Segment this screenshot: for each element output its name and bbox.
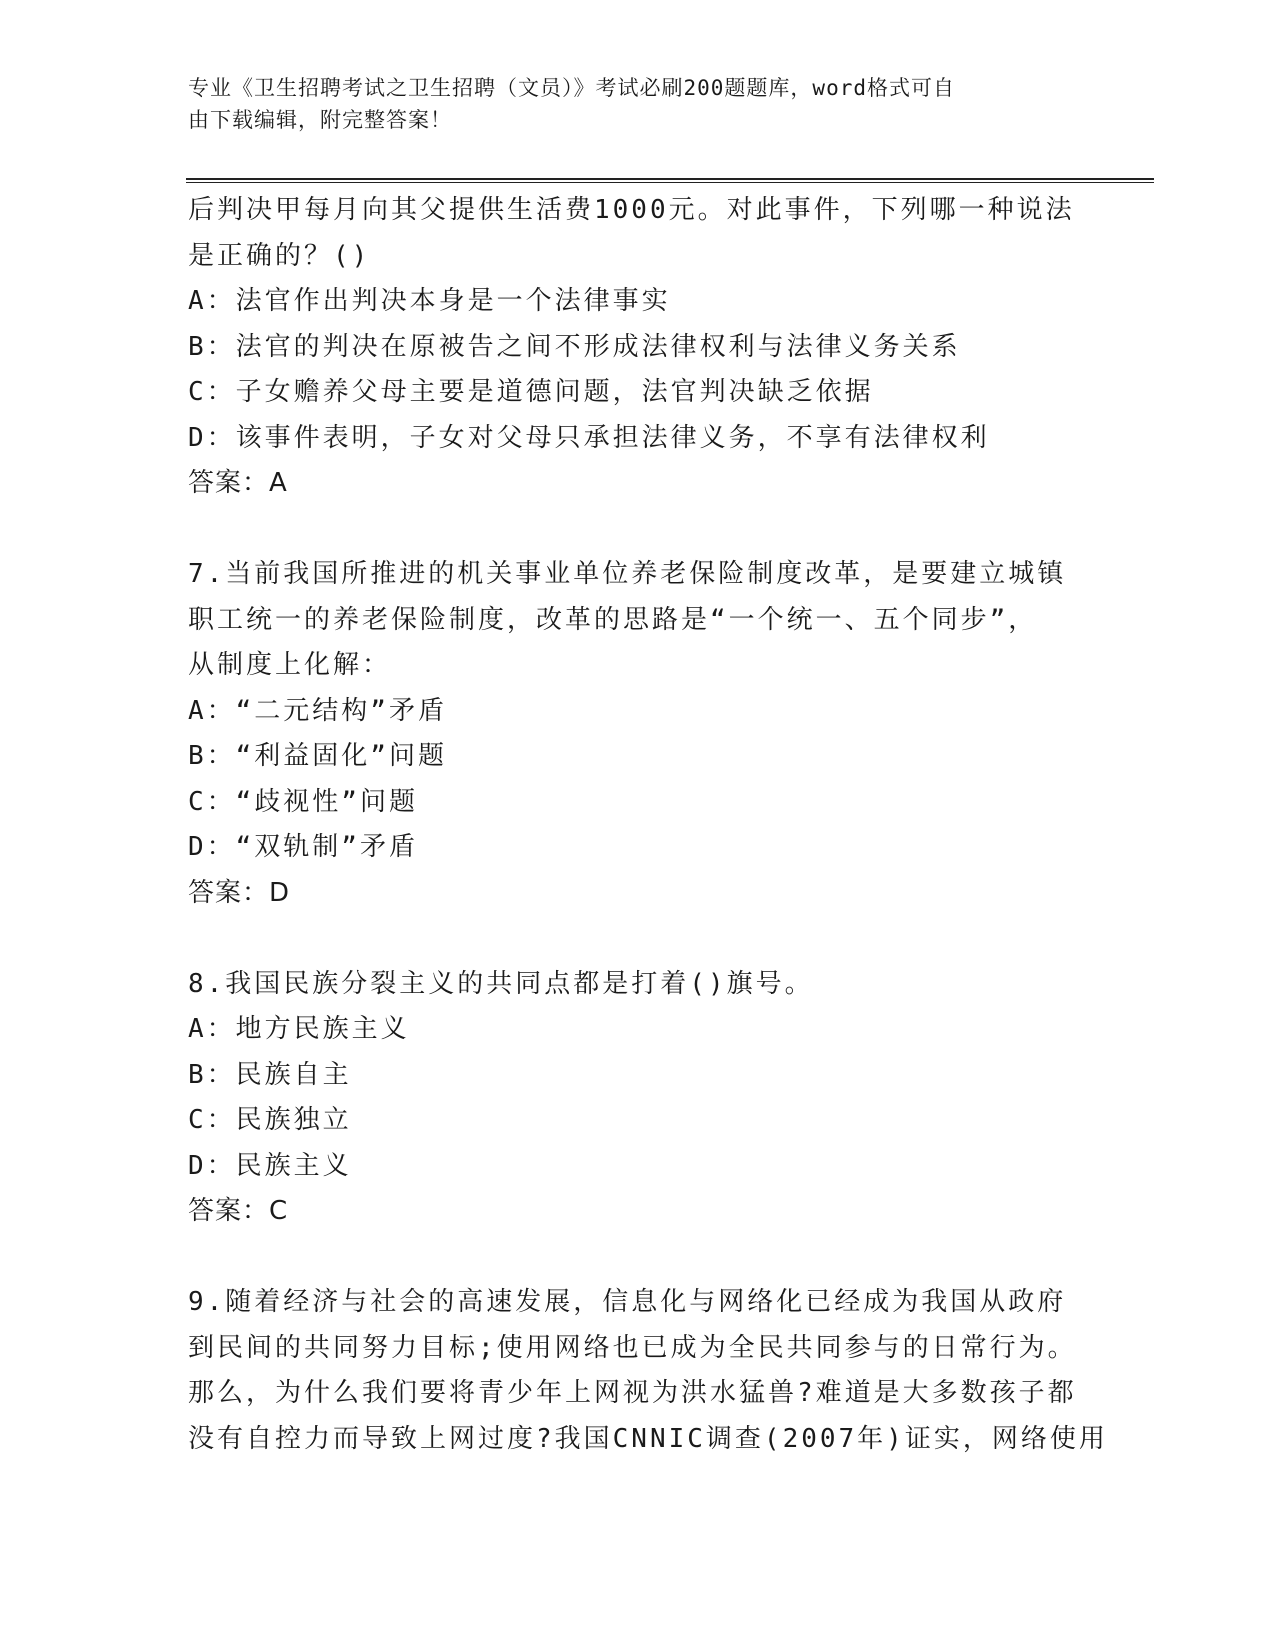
option-c: C：民族独立 <box>188 1105 352 1135</box>
question-stem-line: 后判决甲每月向其父提供生活费1000元。对此事件，下列哪一种说法 <box>188 195 1075 225</box>
option-a: A：地方民族主义 <box>188 1014 410 1044</box>
question-stem-line: 没有自控力而导致上网过度?我国CNNIC调查(2007年)证实，网络使用 <box>188 1423 1108 1454</box>
question-8 <box>188 962 1088 1235</box>
question-stem-line: 职工统一的养老保险制度，改革的思路是“一个统一、五个同步”， <box>188 604 1038 635</box>
question-stem-line: 8.我国民族分裂主义的共同点都是打着()旗号。 <box>188 968 814 999</box>
spacer <box>188 507 1088 553</box>
option-d: D：民族主义 <box>188 1150 352 1181</box>
option-d: D：该事件表明，子女对父母只承担法律义务，不享有法律权利 <box>188 422 990 453</box>
question-9 <box>188 1280 1108 1462</box>
option-a: A：法官作出判决本身是一个法律事实 <box>188 286 671 316</box>
option-b: B：民族自主 <box>188 1059 352 1090</box>
option-a: A：“二元结构”矛盾 <box>188 695 447 726</box>
answer-line: 答案：D <box>188 877 291 908</box>
answer-line: 答案：A <box>188 468 288 498</box>
document-header <box>188 72 1068 136</box>
spacer <box>188 1235 1088 1281</box>
question-stem-line: 那么，为什么我们要将青少年上网视为洪水猛兽?难道是大多数孩子都 <box>188 1378 1077 1408</box>
question-list <box>188 188 1108 1462</box>
question-stem-line: 从制度上化解： <box>188 650 392 680</box>
header-line-2: 由下载编辑，附完整答案！ <box>188 108 452 132</box>
option-c: C：子女赡养父母主要是道德问题，法官判决缺乏依据 <box>188 377 874 407</box>
question-6 <box>188 188 1088 507</box>
question-stem-line: 7.当前我国所推进的机关事业单位养老保险制度改革，是要建立城镇 <box>188 559 1067 589</box>
question-7 <box>188 552 1088 916</box>
spacer <box>188 916 1088 962</box>
header-divider <box>186 178 1154 183</box>
option-b: B：“利益固化”问题 <box>188 741 447 771</box>
option-c: C：“歧视性”问题 <box>188 786 418 817</box>
option-d: D：“双轨制”矛盾 <box>188 832 418 862</box>
question-stem-line: 到民间的共同努力目标;使用网络也已成为全民共同参与的日常行为。 <box>188 1332 1077 1363</box>
header-line-1: 专业《卫生招聘考试之卫生招聘（文员）》考试必刷200题题库，word格式可自 <box>188 76 955 100</box>
answer-line: 答案：C <box>188 1196 289 1226</box>
question-stem-line: 9.随着经济与社会的高速发展，信息化与网络化已经成为我国从政府 <box>188 1287 1067 1317</box>
option-b: B：法官的判决在原被告之间不形成法律权利与法律义务关系 <box>188 331 961 362</box>
question-stem-line: 是正确的？() <box>188 240 371 271</box>
